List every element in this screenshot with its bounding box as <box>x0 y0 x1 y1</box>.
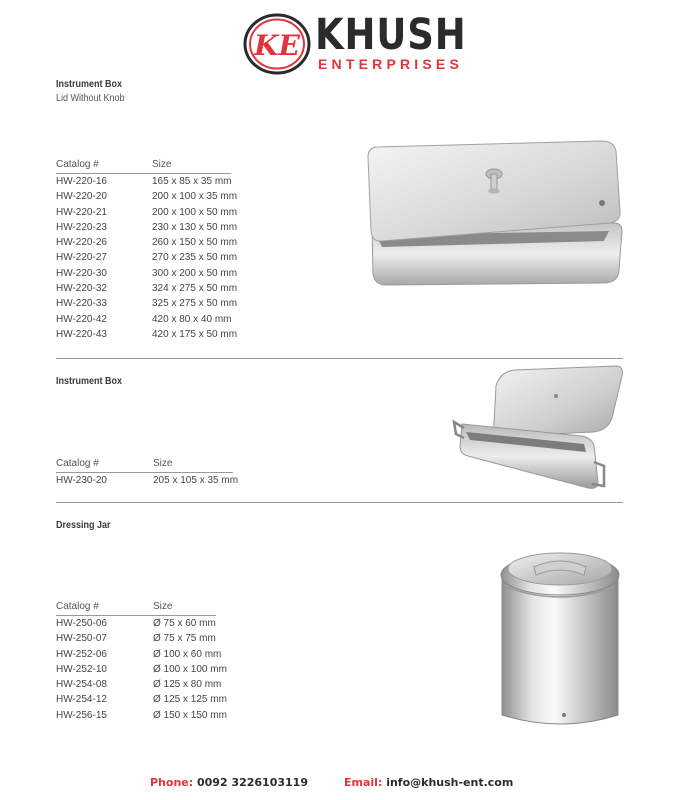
table-header <box>56 599 216 616</box>
phone-label: Phone: <box>150 776 194 789</box>
table-row: HW-252-10 Ø 100 x 100 mm <box>56 663 227 675</box>
table-row: HW-220-16 165 x 85 x 35 mm <box>56 176 232 187</box>
brand-name: KHUSH <box>315 10 467 60</box>
table-row: HW-220-42 420 x 80 x 40 mm <box>56 313 232 325</box>
table-row: HW-220-30 300 x 200 x 50 mm <box>56 267 238 279</box>
table-row: HW-220-27 270 x 235 x 50 mm <box>56 252 238 264</box>
table-row: HW-220-26 260 x 150 x 50 mm <box>56 237 238 249</box>
section-title: Instrument Box <box>56 79 123 90</box>
instrument-box-handles-image <box>452 362 632 494</box>
table-row: HW-250-07 Ø 75 x 75 mm <box>56 633 216 645</box>
table-row: HW-254-08 Ø 125 x 80 mm <box>56 679 222 691</box>
table-header <box>56 456 233 473</box>
spec-table <box>56 599 236 723</box>
table-header <box>56 157 231 174</box>
table-row: HW-250-06 Ø 75 x 60 mm <box>56 618 216 629</box>
section-divider <box>56 358 623 359</box>
table-row: HW-220-43 420 x 175 x 50 mm <box>56 328 238 340</box>
table-row: HW-220-32 324 x 275 x 50 mm <box>56 283 238 295</box>
table-row: HW-230-20 205 x 105 x 35 mm <box>56 475 239 486</box>
section-title: Instrument Box <box>56 376 123 387</box>
instrument-box-image <box>364 135 626 293</box>
size-header: Size <box>152 159 172 170</box>
dressing-jar-image <box>496 545 624 729</box>
table-row: HW-220-23 230 x 130 x 50 mm <box>56 221 238 233</box>
logo-monogram: KE <box>254 29 300 62</box>
section-title: Dressing Jar <box>56 520 111 531</box>
catalog-header: Catalog # <box>56 601 99 612</box>
table-row: HW-252-06 Ø 100 x 60 mm <box>56 648 222 660</box>
table-row: HW-220-21 200 x 100 x 50 mm <box>56 206 238 218</box>
size-header: Size <box>153 458 173 469</box>
table-row: HW-220-33 325 x 275 x 50 mm <box>56 298 238 310</box>
section-divider <box>56 502 623 503</box>
email-link[interactable]: info@khush-ent.com <box>386 776 514 789</box>
email-label: Email: <box>344 776 383 789</box>
phone-number[interactable]: 0092 3226103119 <box>196 776 308 789</box>
brand-logo-icon <box>243 13 311 75</box>
table-row: HW-256-15 Ø 150 x 150 mm <box>56 709 227 721</box>
catalog-header: Catalog # <box>56 159 99 170</box>
spec-table <box>56 456 239 488</box>
section-subtitle: Lid Without Knob <box>56 93 125 104</box>
brand-tagline: ENTERPRISES <box>318 56 463 72</box>
table-row: HW-220-20 200 x 100 x 35 mm <box>56 191 238 203</box>
catalog-header: Catalog # <box>56 458 99 469</box>
footer-phone <box>150 776 308 789</box>
footer-email <box>344 776 513 789</box>
size-header: Size <box>153 601 173 612</box>
spec-table <box>56 157 236 342</box>
table-row: HW-254-12 Ø 125 x 125 mm <box>56 694 227 706</box>
